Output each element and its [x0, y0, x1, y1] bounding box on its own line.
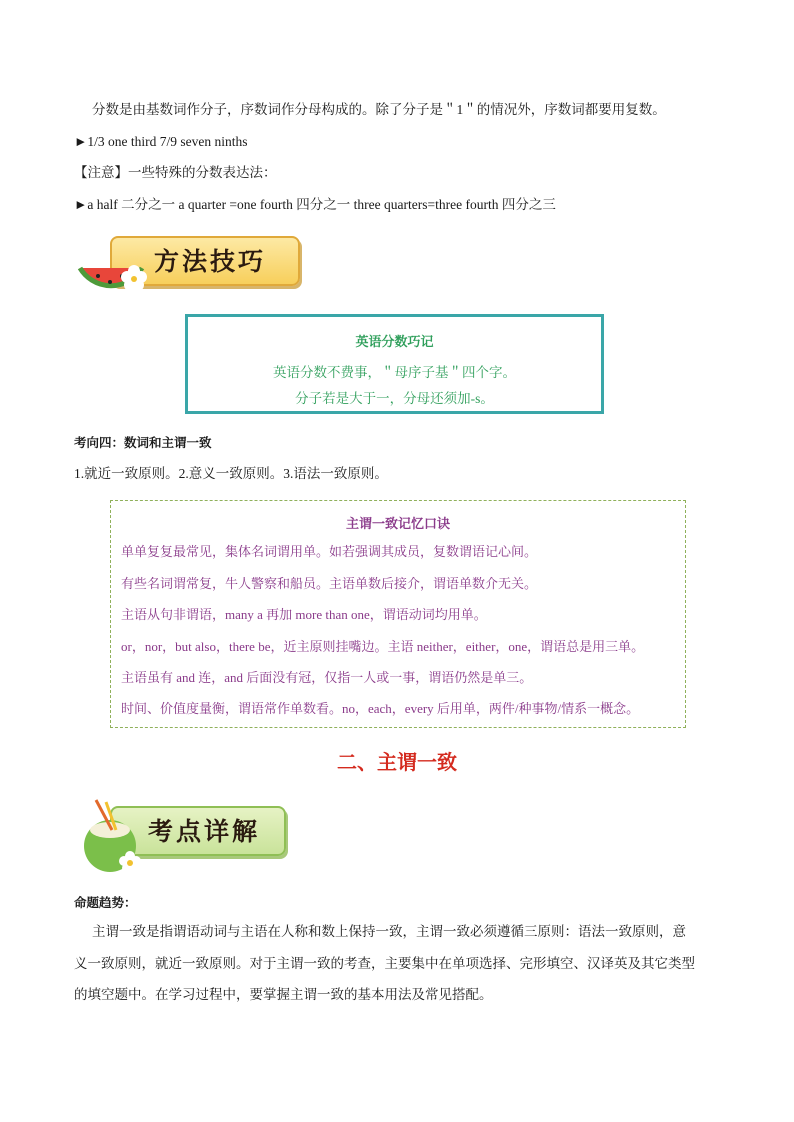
trend-line: 义一致原则，就近一致原则。对于主谓一致的考查，主要集中在单项选择、完形填空、汉译英及其它类型	[74, 956, 695, 971]
note-label: 【注意】一些特殊的分数表达法：	[74, 165, 277, 180]
trend-line: 主谓一致是指谓语动词与主语在人称和数上保持一致，主谓一致必须遵循三原则：语法一致原则，意	[92, 924, 686, 939]
banner-title: 考点详解	[148, 817, 261, 846]
rhyme-line: 有些名词谓常复，牛人警察和船员。主语单数后接介，谓语单数介无关。	[121, 576, 538, 591]
watermelon-icon	[76, 228, 166, 298]
fraction-tip-box	[185, 314, 604, 414]
banner-title: 方法技巧	[154, 247, 267, 276]
rhyme-line: 单单复复最常见，集体名词谓用单。如若强调其成员，复数谓语记心间。	[121, 544, 538, 559]
rhyme-line: 主语从句非谓语，many a 再加 more than one，谓语动词均用单。	[121, 607, 487, 622]
tip-title: 英语分数巧记	[355, 335, 434, 350]
rhyme-title: 主谓一致记忆口诀	[345, 517, 450, 532]
section-title: 二、主谓一致	[337, 750, 457, 774]
exam-points-banner	[76, 798, 286, 862]
agreement-rhyme-box	[110, 500, 686, 728]
rhyme-line: or，nor，but also，there be，近主原则挂嘴边。主语 neither，either，one，谓语总是用三单。	[121, 639, 645, 654]
trend-line: 的填空题中。在学习过程中，要掌握主谓一致的基本用法及常见搭配。	[74, 987, 493, 1002]
special-fractions: ►a half 二分之一 a quarter =one fourth 四分之一 three quarters=three fourth 四分之三	[74, 197, 556, 212]
fraction-example: ►1/3 one third 7/9 seven ninths	[74, 134, 248, 149]
section4-heading: 考向四：数词和主谓一致	[74, 435, 212, 450]
tip-line: 分子若是大于一，分母还须加-s。	[295, 391, 494, 406]
rhyme-line: 主语虽有 and 连，and 后面没有冠，仅指一人或一事，谓语仍然是单三。	[121, 670, 533, 685]
principles-text: 1.就近一致原则。2.意义一致原则。3.语法一致原则。	[74, 466, 388, 481]
fraction-rule-text: 分数是由基数词作分子，序数词作分母构成的。除了分子是＂1＂的情况外，序数词都要用复数。	[92, 102, 666, 117]
trend-label: 命题趋势：	[74, 895, 137, 910]
rhyme-line: 时间、价值度量衡，谓语常作单数看。no，each，every 后用单，两件/种事物/情系一概念。	[121, 701, 640, 716]
coconut-drink-icon	[76, 798, 156, 878]
tip-line: 英语分数不费事，＂母序子基＂四个字。	[273, 365, 516, 380]
methods-banner	[76, 228, 300, 292]
